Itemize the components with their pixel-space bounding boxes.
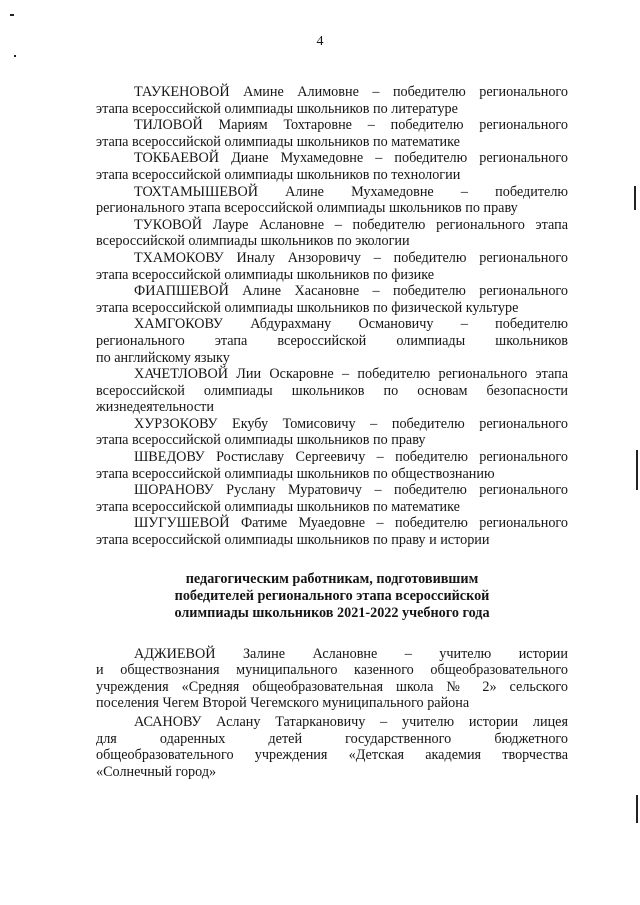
entry-line: ТОХТАМЫШЕВОЙ Алине Мухамедовне – победителю	[134, 183, 568, 200]
entry-line: этапа всероссийской олимпиады школьников по праву	[96, 432, 426, 449]
entry-line: «Солнечный город»	[96, 763, 217, 780]
entry-line: этапа всероссийской олимпиады школьников по литературе	[96, 100, 458, 117]
page-number: 4	[316, 34, 324, 49]
heading-line: олимпиады школьников 2021-2022 учебного года	[174, 604, 490, 621]
entry-line: ТУКОВОЙ Лауре Аслановне – победителю регионального этапа	[134, 216, 568, 233]
entry-line: регионального этапа всероссийской олимпиады школьников по праву	[96, 200, 518, 217]
entry-line: общеобразовательного учреждения «Детская академия творчества	[96, 747, 568, 764]
entry-line: этапа всероссийской олимпиады школьников по математике	[96, 133, 460, 150]
winner-entry	[96, 217, 568, 250]
document-body	[96, 84, 568, 782]
entry-line: и обществознания муниципального казенного общеобразовательного	[96, 662, 568, 679]
winner-entry	[96, 482, 568, 515]
entry-line: всероссийской олимпиады школьников по основам безопасности	[96, 382, 568, 399]
entry-line: ТАУКЕНОВОЙ Амине Алимовне – победителю регионального	[134, 84, 568, 100]
winner-entry	[96, 515, 568, 548]
entry-line: ШОРАНОВУ Руслану Муратовичу – победителю регионального	[134, 482, 568, 499]
winner-entry	[96, 84, 568, 117]
winner-entry	[96, 366, 568, 416]
teacher-entry	[96, 646, 568, 712]
entry-line: всероссийской олимпиады школьников по экологии	[96, 233, 410, 250]
winners-list	[96, 84, 568, 549]
entry-line: ШУГУШЕВОЙ Фатиме Муаедовне – победителю регионального	[134, 515, 568, 532]
entry-line: регионального этапа всероссийской олимпиады школьников	[96, 332, 568, 349]
teachers-list	[96, 646, 568, 781]
scan-mark	[634, 186, 636, 210]
entry-line: ХАЧЕТЛОВОЙ Лии Оскаровне – победителю регионального этапа	[134, 366, 568, 383]
entry-line: этапа всероссийской олимпиады школьников по физической культуре	[96, 299, 519, 316]
winner-entry	[96, 416, 568, 449]
winner-entry	[96, 184, 568, 217]
entry-line: по английскому языку	[96, 349, 230, 366]
scan-mark	[636, 795, 638, 823]
entry-line: этапа всероссийской олимпиады школьников по обществознанию	[96, 465, 495, 482]
winner-entry	[96, 250, 568, 283]
winner-entry	[96, 117, 568, 150]
entry-line: этапа всероссийской олимпиады школьников по праву и истории	[96, 532, 490, 549]
entry-line: этапа всероссийской олимпиады школьников по математике	[96, 498, 460, 515]
entry-line: АСАНОВУ Аслану Татаркановичу – учителю истории лицея	[134, 714, 568, 730]
entry-line: ХУРЗОКОВУ Екубу Томисовичу – победителю регионального	[134, 415, 568, 432]
entry-line: АДЖИЕВОЙ Залине Аслановне – учителю истории	[134, 645, 568, 662]
entry-line: жизнедеятельности	[96, 399, 214, 416]
section-heading	[96, 571, 568, 622]
entry-line: для одаренных детей государственного бюджетного	[96, 730, 568, 747]
entry-line: ШВЕДОВУ Ростиславу Сергеевичу – победителю регионального	[134, 449, 568, 466]
scan-mark	[636, 450, 638, 490]
winner-entry	[96, 449, 568, 482]
entry-line: этапа всероссийской олимпиады школьников по технологии	[96, 166, 461, 183]
winner-entry	[96, 316, 568, 366]
entry-line: ТОКБАЕВОЙ Диане Мухамедовне – победителю регионального	[134, 150, 568, 167]
winner-entry	[96, 150, 568, 183]
winner-entry	[96, 283, 568, 316]
heading-line: педагогическим работникам, подготовившим	[185, 570, 479, 587]
entry-line: ТХАМОКОВУ Иналу Анзоровичу – победителю регионального	[134, 249, 568, 266]
entry-line: учреждения «Средняя общеобразовательная школа № 2» сельского	[96, 678, 568, 695]
entry-line: ХАМГОКОВУ Абдурахману Османовичу – победителю	[134, 316, 568, 333]
scan-mark	[14, 55, 16, 57]
heading-line: победителей регионального этапа всероссийской	[174, 587, 490, 604]
entry-line: ТИЛОВОЙ Мариям Тохтаровне – победителю регионального	[134, 117, 568, 134]
entry-line: этапа всероссийской олимпиады школьников по физике	[96, 266, 435, 283]
scan-mark	[10, 14, 14, 16]
entry-line: поселения Чегем Второй Чегемского муниципального района	[96, 695, 470, 712]
teacher-entry	[96, 714, 568, 780]
entry-line: ФИАПШЕВОЙ Алине Хасановне – победителю регионального	[134, 283, 568, 300]
